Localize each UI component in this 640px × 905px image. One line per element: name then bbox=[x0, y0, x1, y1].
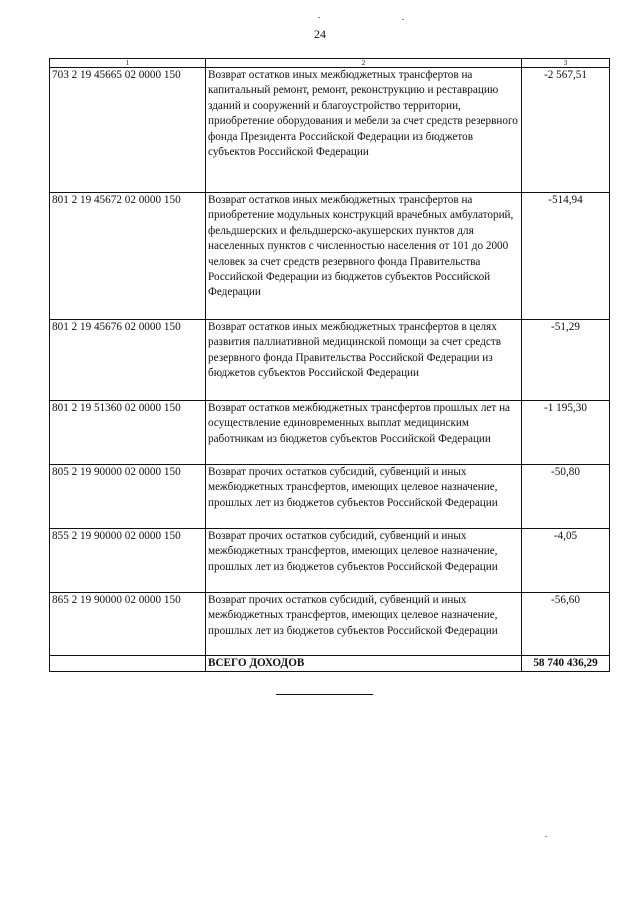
revenue-description: Возврат остатков межбюджетных трансфертов прошлых лет на осуществление единовременных выплат медицинским работникам из бюджетов субъектов Российской Федерации bbox=[206, 401, 522, 465]
revenue-amount: -50,80 bbox=[522, 465, 610, 529]
revenue-description: Возврат остатков иных межбюджетных трансфертов на приобретение модульных конструкций врачебных амбулаторий, фельдшерских и фельдшерско-акушерских пунктов для населенных пунктов с численностью населения от 101 до 2000 человек за счет средств резервного фонда Правительства Российской Федерации из бюджетов субъектов Российской Федерации bbox=[206, 193, 522, 320]
budget-code: 855 2 19 90000 02 0000 150 bbox=[50, 529, 206, 593]
revenue-description: Возврат остатков иных межбюджетных трансфертов на капитальный ремонт, ремонт, реконструкцию и реставрацию зданий и сооружений и благоустройство территории, приобретение оборудования и мебели за счет средств резервного фонда Президента Российской Федерации из бюджетов субъектов Российской Федерации bbox=[206, 68, 522, 193]
column-header-amount: 3 bbox=[522, 59, 610, 68]
total-empty-cell bbox=[50, 656, 206, 672]
table-row bbox=[50, 68, 610, 193]
table-row bbox=[50, 320, 610, 401]
table-row bbox=[50, 465, 610, 529]
budget-code: 801 2 19 45672 02 0000 150 bbox=[50, 193, 206, 320]
revenue-description: Возврат прочих остатков субсидий, субвенций и иных межбюджетных трансфертов, имеющих целевое назначение, прошлых лет из бюджетов субъектов Российской Федерации bbox=[206, 593, 522, 656]
page-number: 24 bbox=[314, 27, 326, 41]
revenue-table bbox=[49, 58, 610, 672]
table-row bbox=[50, 193, 610, 320]
total-row bbox=[50, 656, 610, 672]
revenue-amount: -514,94 bbox=[522, 193, 610, 320]
revenue-description: Возврат остатков иных межбюджетных трансфертов в целях развития паллиативной медицинской помощи за счет средств резервного фонда Правительства Российской Федерации из бюджетов субъектов Российской Федерации bbox=[206, 320, 522, 401]
table-row bbox=[50, 401, 610, 465]
budget-code: 865 2 19 90000 02 0000 150 bbox=[50, 593, 206, 656]
end-separator-line bbox=[276, 694, 373, 695]
scan-speck bbox=[545, 836, 547, 837]
revenue-description: Возврат прочих остатков субсидий, субвенций и иных межбюджетных трансфертов, имеющих целевое назначение, прошлых лет из бюджетов субъектов Российской Федерации bbox=[206, 465, 522, 529]
revenue-amount: -2 567,51 bbox=[522, 68, 610, 193]
total-amount: 58 740 436,29 bbox=[522, 656, 610, 672]
budget-code: 805 2 19 90000 02 0000 150 bbox=[50, 465, 206, 529]
scan-speck bbox=[318, 17, 320, 18]
budget-code: 801 2 19 51360 02 0000 150 bbox=[50, 401, 206, 465]
scan-speck bbox=[402, 19, 404, 20]
revenue-amount: -4,05 bbox=[522, 529, 610, 593]
revenue-amount: -51,29 bbox=[522, 320, 610, 401]
budget-code: 801 2 19 45676 02 0000 150 bbox=[50, 320, 206, 401]
column-header-code: 1 bbox=[50, 59, 206, 68]
revenue-amount: -1 195,30 bbox=[522, 401, 610, 465]
budget-code: 703 2 19 45665 02 0000 150 bbox=[50, 68, 206, 193]
column-header-description: 2 bbox=[206, 59, 522, 68]
total-label: ВСЕГО ДОХОДОВ bbox=[206, 656, 522, 672]
revenue-description: Возврат прочих остатков субсидий, субвенций и иных межбюджетных трансфертов, имеющих целевое назначение, прошлых лет из бюджетов субъектов Российской Федерации bbox=[206, 529, 522, 593]
revenue-amount: -56,60 bbox=[522, 593, 610, 656]
table-row bbox=[50, 529, 610, 593]
table-row bbox=[50, 593, 610, 656]
table-header-row bbox=[50, 59, 610, 68]
